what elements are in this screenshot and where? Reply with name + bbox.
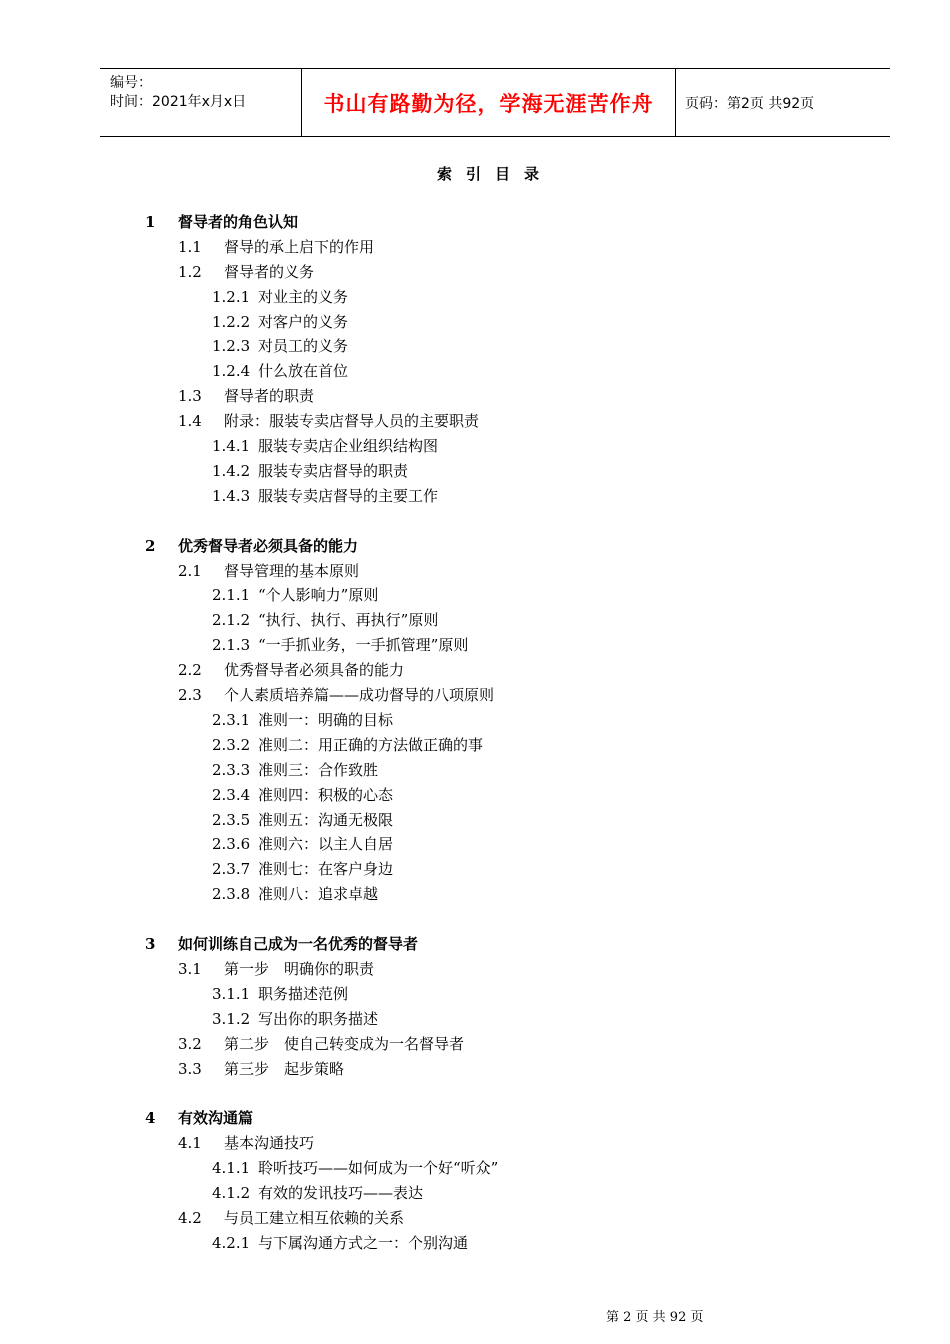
toc-entry-number: 2.1.2 bbox=[212, 611, 251, 629]
toc-entry-number: 1.4.1 bbox=[212, 437, 251, 455]
toc-entry-number: 2.1.3 bbox=[212, 636, 251, 654]
toc-entry-text: 第二步 使自己转变成为一名督导者 bbox=[224, 1035, 465, 1053]
toc-entry-number: 1.2.3 bbox=[212, 337, 251, 355]
toc-entry-number: 2.1 bbox=[178, 562, 202, 580]
toc-entry-text: 如何训练自己成为一名优秀的督导者 bbox=[178, 935, 419, 953]
toc-entry-number: 1.2.4 bbox=[212, 362, 251, 380]
toc-entry-2-3-2 bbox=[212, 735, 483, 755]
toc-entry-number: 2 bbox=[145, 537, 156, 555]
toc-entry-text: “执行、执行、再执行”原则 bbox=[258, 611, 439, 629]
toc-entry-text: 优秀督导者必须具备的能力 bbox=[178, 537, 359, 555]
toc-entry-text: 基本沟通技巧 bbox=[224, 1134, 315, 1152]
toc-entry-number: 2.3.4 bbox=[212, 786, 251, 804]
toc-entry-text: 服装专卖店督导的职责 bbox=[258, 462, 409, 480]
toc-entry-2-3-4 bbox=[212, 785, 393, 805]
toc-entry-text: 督导者的职责 bbox=[224, 387, 315, 405]
toc-entry-number: 4.1.2 bbox=[212, 1184, 251, 1202]
toc-entry-number: 1.2.2 bbox=[212, 313, 251, 331]
toc-entry-number: 2.1.1 bbox=[212, 586, 251, 604]
toc-entry-number: 2.3.3 bbox=[212, 761, 251, 779]
toc-entry-number: 3.1.2 bbox=[212, 1010, 251, 1028]
toc-title: 索引目录 bbox=[436, 165, 553, 183]
toc-entry-text: 对员工的义务 bbox=[258, 337, 349, 355]
toc-entry-1-4-2 bbox=[212, 461, 408, 481]
toc-entry-4-1-1 bbox=[212, 1158, 498, 1178]
toc-entry-4-1-2 bbox=[212, 1183, 423, 1203]
toc-entry-text: 准则一：明确的目标 bbox=[258, 711, 394, 729]
toc-entry-text: “个人影响力”原则 bbox=[258, 586, 379, 604]
toc-entry-text: 准则七：在客户身边 bbox=[258, 860, 394, 878]
toc-entry-text: 准则三：合作致胜 bbox=[258, 761, 379, 779]
toc-entry-number: 2.3.1 bbox=[212, 711, 251, 729]
toc-entry-text: 服装专卖店企业组织结构图 bbox=[258, 437, 439, 455]
toc-entry-number: 2.3.6 bbox=[212, 835, 251, 853]
toc-entry-3-1 bbox=[178, 959, 374, 979]
toc-entry-2-3-8 bbox=[212, 884, 378, 904]
toc-entry-3-3 bbox=[178, 1059, 344, 1079]
toc-entry-number: 3 bbox=[145, 935, 156, 953]
toc-entry-text: 聆听技巧——如何成为一个好“听众” bbox=[258, 1159, 499, 1177]
toc-entry-text: 什么放在首位 bbox=[258, 362, 349, 380]
toc-entry-number: 3.3 bbox=[178, 1060, 202, 1078]
toc-entry-text: 督导者的角色认知 bbox=[178, 213, 299, 231]
toc-entry-1-3 bbox=[178, 386, 314, 406]
toc-entry-2-3-1 bbox=[212, 710, 393, 730]
header-motto: 书山有路勤为径，学海无涯苦作舟 bbox=[302, 69, 676, 136]
toc-entry-1-4-1 bbox=[212, 436, 438, 456]
toc-entry-text: 有效的发讯技巧——表达 bbox=[258, 1184, 424, 1202]
toc-entry-text: 写出你的职务描述 bbox=[258, 1010, 379, 1028]
toc-entry-text: 准则六：以主人自居 bbox=[258, 835, 394, 853]
toc-entry-number: 3.1.1 bbox=[212, 985, 251, 1003]
toc-entry-number: 3.2 bbox=[178, 1035, 202, 1053]
toc-entry-number: 4 bbox=[145, 1109, 156, 1127]
toc-entry-text: 职务描述范例 bbox=[258, 985, 349, 1003]
toc-entry-text: 有效沟通篇 bbox=[178, 1109, 254, 1127]
toc-entry-4-1 bbox=[178, 1133, 314, 1153]
toc-entry-number: 3.1 bbox=[178, 960, 202, 978]
toc-entry-2-3 bbox=[178, 685, 494, 705]
toc-entry-2 bbox=[145, 536, 358, 556]
toc-entry-text: 个人素质培养篇——成功督导的八项原则 bbox=[224, 686, 495, 704]
toc-entry-text: 督导者的义务 bbox=[224, 263, 315, 281]
toc-entry-text: 与员工建立相互依赖的关系 bbox=[224, 1209, 405, 1227]
toc-entry-text: 对客户的义务 bbox=[258, 313, 349, 331]
toc-entry-3 bbox=[145, 934, 418, 954]
toc-entry-1-2-4 bbox=[212, 361, 348, 381]
toc-entry-text: 准则五：沟通无极限 bbox=[258, 811, 394, 829]
toc-entry-2-1 bbox=[178, 561, 359, 581]
toc-entry-text: 第三步 起步策略 bbox=[224, 1060, 345, 1078]
toc-entry-number: 4.2.1 bbox=[212, 1234, 251, 1252]
toc-entry-text: 督导的承上启下的作用 bbox=[224, 238, 375, 256]
header-meta bbox=[100, 69, 302, 136]
toc-entry-2-3-3 bbox=[212, 760, 378, 780]
header-page-label: 页码：第2页 共92页 bbox=[685, 95, 815, 112]
toc-entry-2-3-5 bbox=[212, 810, 393, 830]
toc-entry-2-1-3 bbox=[212, 635, 468, 655]
toc-entry-1-2-1 bbox=[212, 287, 348, 307]
toc-entry-2-1-1 bbox=[212, 585, 378, 605]
toc-entry-number: 1.4 bbox=[178, 412, 202, 430]
toc-entry-number: 4.1 bbox=[178, 1134, 202, 1152]
toc-entry-text: 优秀督导者必须具备的能力 bbox=[224, 661, 405, 679]
toc-entry-text: 督导管理的基本原则 bbox=[224, 562, 360, 580]
toc-entry-number: 2.3.7 bbox=[212, 860, 251, 878]
toc-entry-number: 2.3 bbox=[178, 686, 202, 704]
header-code-label: 编号： bbox=[110, 75, 152, 91]
toc-entry-number: 1.4.3 bbox=[212, 487, 251, 505]
toc-entry-1-4-3 bbox=[212, 486, 438, 506]
toc-entry-2-3-6 bbox=[212, 834, 393, 854]
toc-entry-2-1-2 bbox=[212, 610, 438, 630]
toc-entry-4 bbox=[145, 1108, 253, 1128]
toc-entry-1-2-3 bbox=[212, 336, 348, 356]
toc-entry-4-2 bbox=[178, 1208, 404, 1228]
toc-entry-text: 与下属沟通方式之一：个别沟通 bbox=[258, 1234, 469, 1252]
toc-entry-number: 2.3.8 bbox=[212, 885, 251, 903]
toc-entry-1-4 bbox=[178, 411, 479, 431]
toc-entry-number: 1.4.2 bbox=[212, 462, 251, 480]
toc-entry-number: 1 bbox=[145, 213, 156, 231]
toc-entry-1 bbox=[145, 212, 298, 232]
toc-entry-4-2-1 bbox=[212, 1233, 468, 1253]
toc-entry-number: 2.3.5 bbox=[212, 811, 251, 829]
toc-entry-1-2 bbox=[178, 262, 314, 282]
toc-entry-3-1-1 bbox=[212, 984, 348, 1004]
toc-entry-3-2 bbox=[178, 1034, 464, 1054]
toc-entry-text: 附录：服装专卖店督导人员的主要职责 bbox=[224, 412, 480, 430]
toc-entry-text: 准则四：积极的心态 bbox=[258, 786, 394, 804]
toc-entry-number: 2.2 bbox=[178, 661, 202, 679]
toc-entry-1-1 bbox=[178, 237, 374, 257]
toc-entry-text: 准则二：用正确的方法做正确的事 bbox=[258, 736, 484, 754]
toc-entry-number: 4.1.1 bbox=[212, 1159, 251, 1177]
toc-entry-text: 对业主的义务 bbox=[258, 288, 349, 306]
toc-entry-text: “一手抓业务，一手抓管理”原则 bbox=[258, 636, 469, 654]
toc-entry-number: 1.3 bbox=[178, 387, 202, 405]
toc-entry-text: 准则八：追求卓越 bbox=[258, 885, 379, 903]
toc-entry-2-3-7 bbox=[212, 859, 393, 879]
toc-entry-2-2 bbox=[178, 660, 404, 680]
toc-entry-3-1-2 bbox=[212, 1009, 378, 1029]
document-header bbox=[100, 68, 890, 137]
toc-entry-number: 1.2 bbox=[178, 263, 202, 281]
toc-entry-text: 服装专卖店督导的主要工作 bbox=[258, 487, 439, 505]
toc-entry-number: 2.3.2 bbox=[212, 736, 251, 754]
toc-entry-number: 4.2 bbox=[178, 1209, 202, 1227]
toc-entry-1-2-2 bbox=[212, 312, 348, 332]
page-footer: 第 2 页 共 92 页 bbox=[606, 1310, 704, 1325]
toc-entry-number: 1.2.1 bbox=[212, 288, 251, 306]
header-date-label: 时间：2021年x月x日 bbox=[110, 94, 247, 110]
toc-entry-number: 1.1 bbox=[178, 238, 202, 256]
toc-entry-text: 第一步 明确你的职责 bbox=[224, 960, 375, 978]
